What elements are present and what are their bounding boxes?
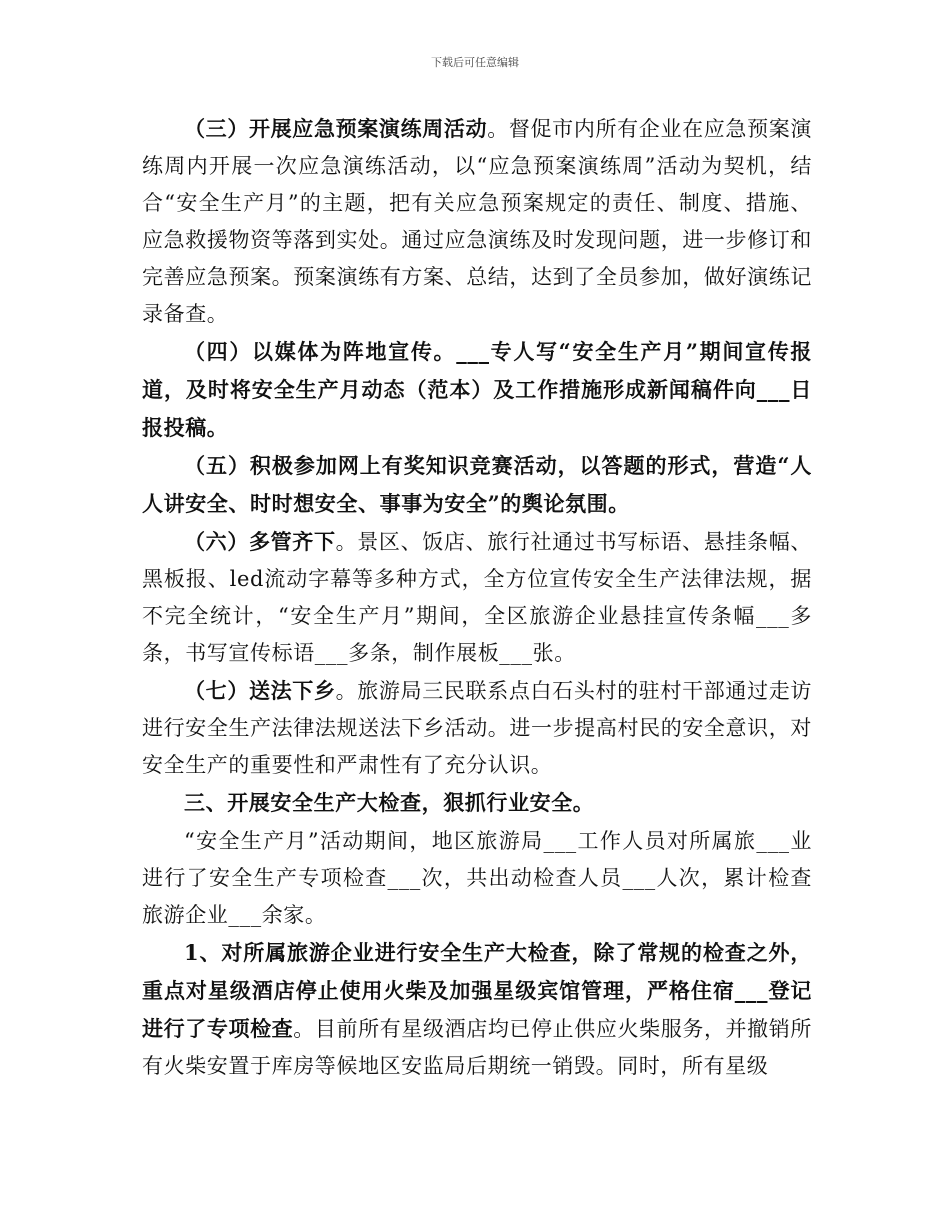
paragraph-item-1 <box>142 934 812 1085</box>
section-heading-3 <box>142 784 812 822</box>
paragraph-5 <box>142 447 812 523</box>
paragraph-text: 。景区、饭店、旅行社通过书写标语、悬挂条幅、黑板报、led流动字幕等多种方式，全方位宣传安全生产法律法规，据不完全统计，“安全生产月”期间，全区旅游企业悬挂宣传条幅___多条，书写宣传标语___多条，制作展板___张。 <box>142 530 813 665</box>
paragraph-heading: 1、对所属旅游企业进行安全生产大检查，除了常规的检查之外，重点对星级酒店停止使用火柴及加强星级宾馆管理，严格住宿___登记进行了专项检查 <box>142 940 812 1041</box>
paragraph-text: 。旅游局三民联系点白石头村的驻村干部通过走访进行安全生产法律法规送法下乡活动。进一步提高村民的安全意识，对安全生产的重要性和严肃性有了充分认识。 <box>142 679 813 777</box>
paragraph-inspection <box>142 822 812 934</box>
paragraph-heading: 三、开展安全生产大检查，狠抓行业安全。 <box>184 790 595 815</box>
paragraph-heading: （六）多管齐下 <box>184 529 336 554</box>
paragraph-text: 。目前所有星级酒店均已停止供应火柴服务，并撤销所有火柴安置于库房等候地区安监局后期统一销毁。同时，所有星级 <box>142 1017 812 1078</box>
paragraph-text: 。督促市内所有企业在应急预案演练周内开展一次应急演练活动，以“应急预案演练周”活动为契机，结合“安全生产月”的主题，把有关应急预案规定的责任、制度、措施、应急救援物资等落到实处。通过应急演练及时发现问题，进一步修订和完善应急预案。预案演练有方案、总结，达到了全员参加，做好演练记录备查。 <box>142 117 812 326</box>
paragraph-heading: （七）送法下乡 <box>184 678 336 703</box>
paragraph-heading: （四）以媒体为阵地宣传。___专人写“安全生产月”期间宣传报道，及时将安全生产月动态（范本）及工作措施形成新闻稿件向___日报投稿。 <box>142 339 812 440</box>
paragraph-heading: （五）积极参加网上有奖知识竞赛活动，以答题的形式，营造“人人讲安全、时时想安全、事事为安全”的舆论氛围。 <box>142 453 812 516</box>
page-header: 下载后可任意编辑 <box>431 56 519 69</box>
document-body <box>142 110 812 1085</box>
paragraph-heading: （三）开展应急预案演练周活动 <box>184 116 488 141</box>
paragraph-4 <box>142 333 812 447</box>
paragraph-text: “安全生产月”活动期间，地区旅游局___工作人员对所属旅___业进行了安全生产专项检查___次，共出动检查人员___人次，累计检查旅游企业___余家。 <box>142 829 812 927</box>
paragraph-7 <box>142 672 812 784</box>
paragraph-3 <box>142 110 812 333</box>
paragraph-6 <box>142 523 812 672</box>
